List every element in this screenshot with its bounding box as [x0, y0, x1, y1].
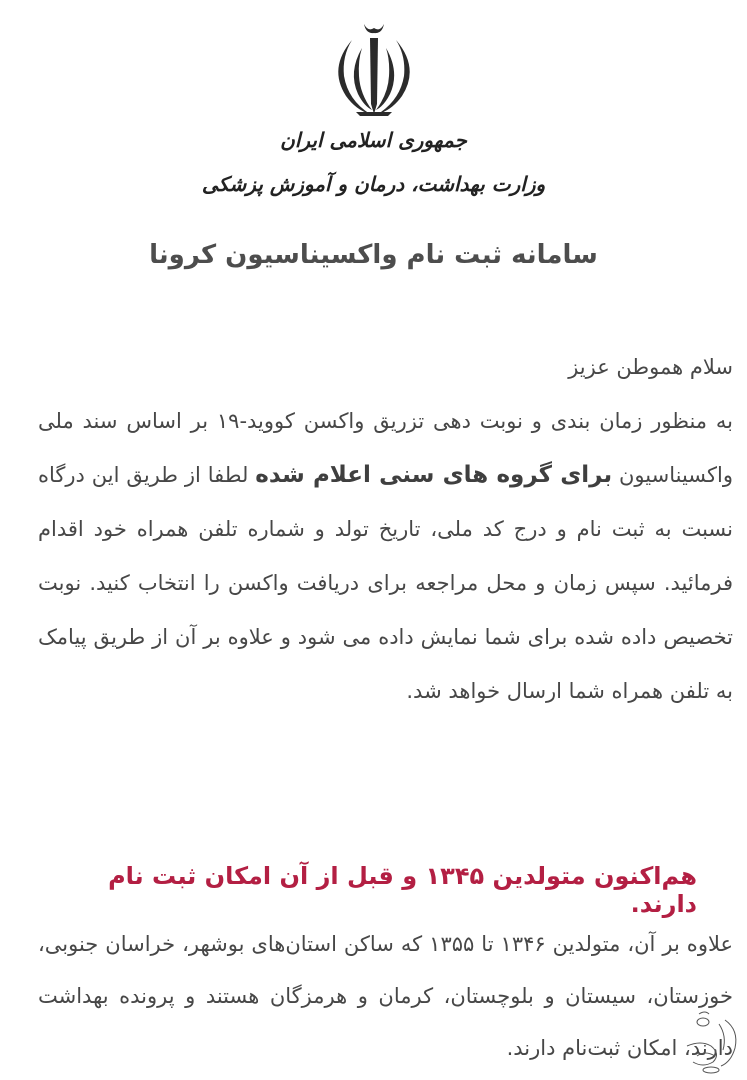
intro-text-part1: به منظور زمان بندی و نوبت دهی تزریق واکسن کووید-۱۹ بر اساس سند ملی واکسیناسیون	[38, 409, 733, 487]
intro-text-bold: برای گروه های سنی اعلام شده	[255, 462, 613, 488]
calligraphy-watermark-icon	[681, 1010, 743, 1076]
intro-text-part2: لطفا از طریق این درگاه نسبت به ثبت نام و درج کد ملی، تاریخ تولد و شماره تلفن همراه خود اقدام فرمائید. سپس زمان و محل مراجعه برای دریافت واکسن را انتخاب کنید. نوبت تخصیص داده شده برای شما نمایش داده می شود و علاوه بر آن از طریق پیامک به تلفن همراه شما ارسال خواهد شد.	[38, 463, 733, 703]
intro-paragraph	[38, 340, 733, 718]
page-title: سامانه ثبت نام واکسیناسیون کرونا	[149, 240, 598, 270]
ministry-name: وزارت بهداشت، درمان و آموزش پزشکی	[201, 172, 546, 196]
iran-emblem-icon	[326, 18, 422, 126]
eligibility-notice: هم‌اکنون متولدین ۱۳۴۵ و قبل از آن امکان ثبت نام دارند.	[108, 862, 697, 918]
emblem-container	[0, 18, 747, 130]
country-name: جمهوری اسلامی ایران	[280, 128, 467, 152]
eligibility-details: علاوه بر آن، متولدین ۱۳۴۶ تا ۱۳۵۵ که ساکن استان‌های بوشهر، خراسان جنوبی، خوزستان، سیستان و بلوچستان، کرمان و هرمزگان هستند و پرونده بهداشت دارند، امکان ثبت‌نام دارند.	[38, 932, 734, 1060]
greeting: سلام هموطن عزیز	[568, 355, 733, 379]
